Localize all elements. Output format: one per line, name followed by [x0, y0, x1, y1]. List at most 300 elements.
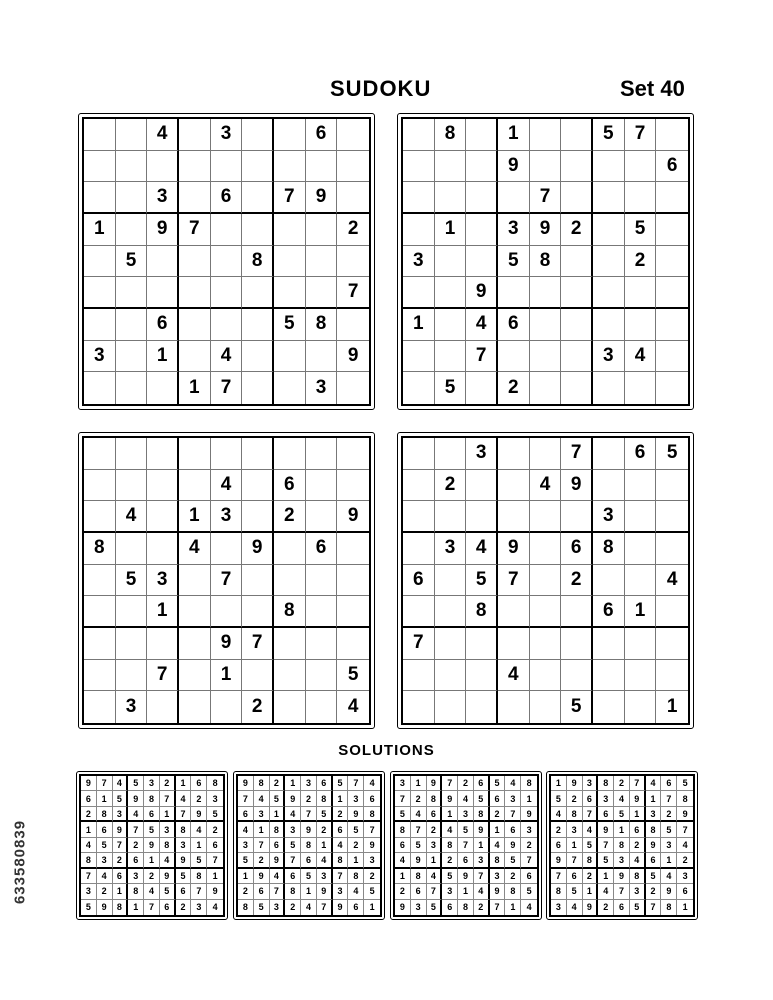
sudoku-cell: 3: [147, 182, 179, 214]
sudoku-cell: [498, 501, 530, 533]
sudoku-cell: 8: [333, 853, 349, 868]
sudoku-cell: 6: [270, 838, 286, 853]
sudoku-cell: [147, 438, 179, 470]
sudoku-cell: [337, 182, 369, 214]
sudoku-cell: 9: [144, 838, 160, 853]
sudoku-cell: 8: [567, 807, 583, 822]
sudoku-cell: 6: [427, 807, 443, 822]
sudoku-cell: 3: [211, 119, 243, 151]
sudoku-cell: 5: [128, 776, 144, 791]
sudoku-cell: 8: [81, 853, 97, 868]
sudoku-cell: [242, 151, 274, 183]
sudoku-cell: 3: [442, 884, 458, 899]
sudoku-cell: 5: [348, 822, 364, 837]
sudoku-cell: 1: [97, 791, 113, 806]
sudoku-cell: 3: [84, 341, 116, 373]
sudoku-cell: [147, 501, 179, 533]
sudoku-cell: 6: [474, 776, 490, 791]
sudoku-cell: 3: [144, 776, 160, 791]
sudoku-cell: [435, 438, 467, 470]
sudoku-cell: 6: [521, 869, 537, 884]
stock-id-watermark: [8, 762, 32, 962]
sudoku-cell: 6: [348, 900, 364, 915]
sudoku-cell: 9: [337, 501, 369, 533]
sudoku-cell: [84, 246, 116, 278]
sudoku-cell: [211, 309, 243, 341]
sudoku-cell: 2: [395, 884, 411, 899]
sudoku-cell: 1: [113, 884, 129, 899]
sudoku-cell: [466, 182, 498, 214]
sudoku-cell: 8: [466, 596, 498, 628]
sudoku-cell: [625, 151, 657, 183]
sudoku-cell: [116, 628, 148, 660]
sudoku-cell: 2: [337, 214, 369, 246]
sudoku-cell: 1: [270, 807, 286, 822]
sudoku-cell: [179, 660, 211, 692]
sudoku-cell: 7: [144, 900, 160, 915]
sudoku-cell: [656, 596, 688, 628]
sudoku-cell: [435, 660, 467, 692]
sudoku-cell: 8: [458, 900, 474, 915]
sudoku-cell: 3: [630, 884, 646, 899]
sudoku-cell: 6: [442, 900, 458, 915]
sudoku-cell: [530, 372, 562, 404]
sudoku-cell: 1: [521, 791, 537, 806]
sudoku-cell: 9: [211, 628, 243, 660]
sudoku-cell: 4: [212, 902, 218, 913]
sudoku-cell: [274, 565, 306, 597]
sudoku-cell: 3: [435, 533, 467, 565]
sudoku-cell: 8: [583, 853, 599, 868]
sudoku-cell: [625, 277, 657, 309]
sudoku-cell: 4: [211, 341, 243, 373]
sudoku-cell: [625, 533, 657, 565]
sudoku-cell: 3: [427, 838, 443, 853]
sudoku-cell: 7: [583, 807, 599, 822]
sudoku-cell: [466, 372, 498, 404]
sudoku-cell: 9: [348, 807, 364, 822]
sudoku-cell: [116, 438, 148, 470]
sudoku-cell: 6: [306, 119, 338, 151]
sudoku-cell: [116, 660, 148, 692]
puzzle-grid: [401, 436, 690, 725]
sudoku-cell: [530, 596, 562, 628]
sudoku-cell: [435, 277, 467, 309]
sudoku-cell: 1: [442, 807, 458, 822]
sudoku-cell: 8: [113, 900, 129, 915]
sudoku-cell: [656, 214, 688, 246]
solutions-title: SOLUTIONS: [338, 742, 435, 759]
sudoku-cell: 5: [97, 838, 113, 853]
sudoku-cell: 6: [661, 776, 677, 791]
sudoku-cell: 2: [364, 869, 380, 884]
sudoku-cell: 3: [238, 838, 254, 853]
sudoku-cell: 2: [561, 565, 593, 597]
sudoku-cell: [530, 151, 562, 183]
sudoku-cell: 8: [207, 776, 223, 791]
sudoku-cell: [466, 151, 498, 183]
sudoku-cell: 5: [116, 565, 148, 597]
sudoku-cell: 2: [490, 807, 506, 822]
sudoku-cell: [179, 565, 211, 597]
sudoku-cell: 3: [301, 776, 317, 791]
sudoku-cell: 2: [176, 900, 192, 915]
sudoku-cell: 2: [521, 838, 537, 853]
sudoku-cell: 3: [254, 807, 270, 822]
sudoku-cell: [656, 628, 688, 660]
sudoku-cell: 2: [625, 246, 657, 278]
sudoku-cell: 1: [505, 900, 521, 915]
sudoku-cell: 4: [567, 900, 583, 915]
sudoku-cell: [116, 533, 148, 565]
sudoku-cell: 6: [498, 309, 530, 341]
sudoku-cell: 3: [551, 900, 567, 915]
sudoku-cell: 9: [498, 533, 530, 565]
sudoku-cell: [593, 691, 625, 723]
solution-grid: [549, 774, 695, 917]
sudoku-cell: 4: [285, 807, 301, 822]
sudoku-cell: 6: [113, 869, 129, 884]
sudoku-cell: 2: [646, 884, 662, 899]
sudoku-cell: 3: [285, 822, 301, 837]
sudoku-cell: 9: [207, 884, 223, 899]
sudoku-cell: 3: [466, 438, 498, 470]
sudoku-cell: [656, 501, 688, 533]
sudoku-cell: 4: [191, 822, 207, 837]
sudoku-cell: 2: [317, 822, 333, 837]
sudoku-cell: [116, 470, 148, 502]
sudoku-cell: 6: [656, 151, 688, 183]
sudoku-cell: [179, 628, 211, 660]
sudoku-cell: 8: [598, 776, 614, 791]
sudoku-cell: 3: [677, 869, 693, 884]
sudoku-cell: 1: [625, 596, 657, 628]
sudoku-cell: 2: [474, 900, 490, 915]
sudoku-cell: 7: [238, 791, 254, 806]
sudoku-cell: 5: [411, 838, 427, 853]
sudoku-cell: 1: [395, 869, 411, 884]
sudoku-cell: 2: [160, 776, 176, 791]
sudoku-cell: 3: [614, 853, 630, 868]
sudoku-cell: [84, 309, 116, 341]
sudoku-cell: 9: [147, 214, 179, 246]
sudoku-cell: 2: [598, 900, 614, 915]
sudoku-cell: 7: [505, 807, 521, 822]
sudoku-cell: 1: [498, 119, 530, 151]
sudoku-cell: 2: [128, 838, 144, 853]
sudoku-cell: 2: [583, 869, 599, 884]
sudoku-cell: [593, 372, 625, 404]
sudoku-cell: 6: [211, 182, 243, 214]
sudoku-cell: [337, 119, 369, 151]
sudoku-cell: 4: [530, 470, 562, 502]
sudoku-cell: 1: [211, 660, 243, 692]
sudoku-cell: [211, 533, 243, 565]
sudoku-cell: 9: [474, 822, 490, 837]
sudoku-cell: [179, 151, 211, 183]
sudoku-cell: [84, 470, 116, 502]
sudoku-cell: 7: [207, 853, 223, 868]
sudoku-cell: 1: [333, 791, 349, 806]
sudoku-cell: [211, 151, 243, 183]
sudoku-cell: [116, 119, 148, 151]
sudoku-cell: 6: [254, 884, 270, 899]
sudoku-cell: [625, 501, 657, 533]
sudoku-cell: [274, 660, 306, 692]
sudoku-cell: [593, 246, 625, 278]
sudoku-cell: 3: [593, 341, 625, 373]
sudoku-cell: 8: [348, 869, 364, 884]
sudoku-cell: [147, 151, 179, 183]
sudoku-cell: [466, 214, 498, 246]
sudoku-cell: 8: [128, 884, 144, 899]
sudoku-cell: 1: [411, 776, 427, 791]
sudoku-cell: 9: [661, 884, 677, 899]
sudoku-cell: 7: [490, 900, 506, 915]
sudoku-cell: 1: [147, 341, 179, 373]
sudoku-cell: [656, 309, 688, 341]
solution-1: [76, 771, 228, 920]
sudoku-cell: [403, 533, 435, 565]
sudoku-cell: 9: [458, 869, 474, 884]
sudoku-cell: 2: [207, 822, 223, 837]
sudoku-cell: [147, 628, 179, 660]
sudoku-cell: 7: [395, 791, 411, 806]
sudoku-cell: 8: [270, 822, 286, 837]
sudoku-cell: 8: [474, 807, 490, 822]
sudoku-cell: [179, 341, 211, 373]
sudoku-cell: 4: [490, 838, 506, 853]
sudoku-cell: [530, 341, 562, 373]
sudoku-cell: 9: [254, 869, 270, 884]
sudoku-cell: [593, 214, 625, 246]
sudoku-cell: [625, 309, 657, 341]
sudoku-cell: [84, 501, 116, 533]
sudoku-cell: [530, 438, 562, 470]
sudoku-cell: [593, 628, 625, 660]
puzzle-grid: [401, 117, 690, 406]
sudoku-cell: 7: [211, 372, 243, 404]
sudoku-cell: 9: [176, 853, 192, 868]
sudoku-cell: 6: [625, 438, 657, 470]
sudoku-cell: 8: [395, 822, 411, 837]
sudoku-cell: [306, 628, 338, 660]
sudoku-cell: 8: [442, 838, 458, 853]
sudoku-cell: [242, 501, 274, 533]
sudoku-cell: [116, 596, 148, 628]
sudoku-cell: 7: [301, 807, 317, 822]
sudoku-cell: 1: [598, 869, 614, 884]
sudoku-cell: [656, 470, 688, 502]
set-label: Set 40: [620, 76, 685, 101]
sudoku-cell: 2: [442, 853, 458, 868]
sudoku-cell: 7: [474, 869, 490, 884]
sudoku-cell: [498, 691, 530, 723]
sudoku-cell: [530, 309, 562, 341]
sudoku-cell: [84, 565, 116, 597]
sudoku-cell: 4: [317, 853, 333, 868]
sudoku-cell: [466, 119, 498, 151]
sudoku-cell: 1: [474, 838, 490, 853]
sudoku-cell: 1: [301, 884, 317, 899]
sudoku-cell: 9: [395, 900, 411, 915]
sudoku-cell: [147, 691, 179, 723]
sudoku-cell: 3: [490, 869, 506, 884]
sudoku-cell: 6: [630, 822, 646, 837]
sudoku-cell: 7: [411, 822, 427, 837]
sudoku-cell: 4: [348, 884, 364, 899]
sudoku-cell: 1: [81, 822, 97, 837]
sudoku-cell: [116, 341, 148, 373]
sudoku-cell: 6: [614, 900, 630, 915]
sudoku-cell: 1: [238, 869, 254, 884]
sudoku-cell: [561, 628, 593, 660]
sudoku-cell: [179, 309, 211, 341]
sudoku-cell: 4: [526, 902, 532, 913]
sudoku-cell: 3: [207, 791, 223, 806]
sudoku-cell: [242, 341, 274, 373]
sudoku-cell: 9: [630, 791, 646, 806]
sudoku-cell: [403, 151, 435, 183]
sudoku-cell: 1: [369, 902, 375, 913]
sudoku-cell: 5: [677, 776, 693, 791]
sudoku-cell: 3: [458, 807, 474, 822]
sudoku-cell: [84, 660, 116, 692]
sudoku-cell: [242, 119, 274, 151]
sudoku-cell: 6: [306, 533, 338, 565]
sudoku-cell: [656, 119, 688, 151]
solution-grid: [79, 774, 225, 917]
sudoku-cell: [435, 628, 467, 660]
puzzle-grid: [82, 117, 371, 406]
sudoku-cell: 6: [97, 822, 113, 837]
sudoku-cell: [403, 182, 435, 214]
sudoku-cell: 7: [337, 277, 369, 309]
sudoku-cell: 4: [128, 807, 144, 822]
sudoku-cell: [179, 182, 211, 214]
sudoku-cell: 7: [630, 776, 646, 791]
sudoku-cell: 3: [521, 822, 537, 837]
sudoku-cell: [274, 438, 306, 470]
sudoku-cell: [593, 438, 625, 470]
sudoku-cell: 5: [274, 309, 306, 341]
solution-3: [390, 771, 542, 920]
sudoku-cell: [179, 119, 211, 151]
sudoku-cell: 2: [238, 884, 254, 899]
sudoku-cell: 3: [598, 791, 614, 806]
sudoku-cell: 4: [179, 533, 211, 565]
sudoku-cell: 1: [646, 791, 662, 806]
sudoku-cell: 9: [81, 776, 97, 791]
sudoku-cell: 6: [333, 822, 349, 837]
sudoku-cell: 4: [505, 776, 521, 791]
sudoku-cell: 2: [661, 807, 677, 822]
sudoku-cell: 2: [191, 791, 207, 806]
sudoku-cell: 6: [160, 900, 176, 915]
sudoku-cell: [306, 341, 338, 373]
sudoku-cell: 8: [677, 791, 693, 806]
sudoku-cell: 9: [128, 791, 144, 806]
sudoku-cell: [306, 660, 338, 692]
sudoku-cell: 7: [567, 853, 583, 868]
sudoku-cell: 4: [646, 776, 662, 791]
sudoku-cell: 5: [427, 900, 443, 915]
sudoku-cell: 8: [661, 900, 677, 915]
sudoku-cell: 2: [677, 853, 693, 868]
sudoku-cell: 1: [666, 696, 678, 718]
sudoku-cell: [274, 628, 306, 660]
sudoku-cell: [84, 182, 116, 214]
sudoku-cell: [498, 596, 530, 628]
sudoku-cell: 1: [176, 776, 192, 791]
sudoku-cell: [593, 309, 625, 341]
sudoku-cell: [403, 501, 435, 533]
sudoku-cell: 5: [144, 822, 160, 837]
sudoku-cell: [84, 628, 116, 660]
sudoku-cell: 1: [179, 501, 211, 533]
sudoku-cell: 9: [364, 838, 380, 853]
sudoku-cell: [306, 565, 338, 597]
sudoku-cell: [466, 501, 498, 533]
sudoku-cell: 6: [128, 853, 144, 868]
sudoku-cell: [593, 277, 625, 309]
sudoku-cell: [306, 691, 338, 723]
sudoku-cell: 1: [682, 902, 688, 913]
sudoku-cell: 1: [614, 822, 630, 837]
sudoku-cell: [147, 372, 179, 404]
sudoku-cell: 9: [521, 807, 537, 822]
sudoku-cell: 3: [567, 822, 583, 837]
sudoku-cell: 6: [274, 470, 306, 502]
sudoku-cell: 7: [113, 838, 129, 853]
sudoku-cell: 9: [306, 182, 338, 214]
sudoku-cell: 5: [364, 884, 380, 899]
sudoku-cell: 2: [113, 853, 129, 868]
sudoku-cell: 6: [285, 869, 301, 884]
sudoku-cell: 4: [656, 565, 688, 597]
sudoku-cell: 7: [317, 900, 333, 915]
sudoku-cell: 8: [160, 838, 176, 853]
sudoku-cell: [179, 470, 211, 502]
sudoku-cell: [337, 470, 369, 502]
sudoku-cell: 1: [403, 309, 435, 341]
puzzle-2: [397, 113, 694, 410]
sudoku-cell: [498, 438, 530, 470]
sudoku-cell: 2: [435, 470, 467, 502]
sudoku-cell: [147, 246, 179, 278]
sudoku-cell: 7: [458, 838, 474, 853]
sudoku-cell: 1: [207, 869, 223, 884]
sudoku-cell: 2: [427, 822, 443, 837]
sudoku-cell: [211, 438, 243, 470]
puzzle-1: [78, 113, 375, 410]
sudoku-cell: [211, 691, 243, 723]
sudoku-cell: 2: [333, 807, 349, 822]
sudoku-cell: 9: [505, 838, 521, 853]
sudoku-cell: 9: [561, 470, 593, 502]
sudoku-cell: 3: [661, 838, 677, 853]
sudoku-cell: [593, 660, 625, 692]
sudoku-cell: 8: [630, 869, 646, 884]
sudoku-cell: 6: [317, 776, 333, 791]
sudoku-cell: [435, 596, 467, 628]
sudoku-cell: 4: [97, 869, 113, 884]
sudoku-cell: [593, 151, 625, 183]
sudoku-cell: 7: [179, 214, 211, 246]
sudoku-cell: 9: [427, 776, 443, 791]
sudoku-cell: 5: [191, 853, 207, 868]
sudoku-cell: [274, 691, 306, 723]
